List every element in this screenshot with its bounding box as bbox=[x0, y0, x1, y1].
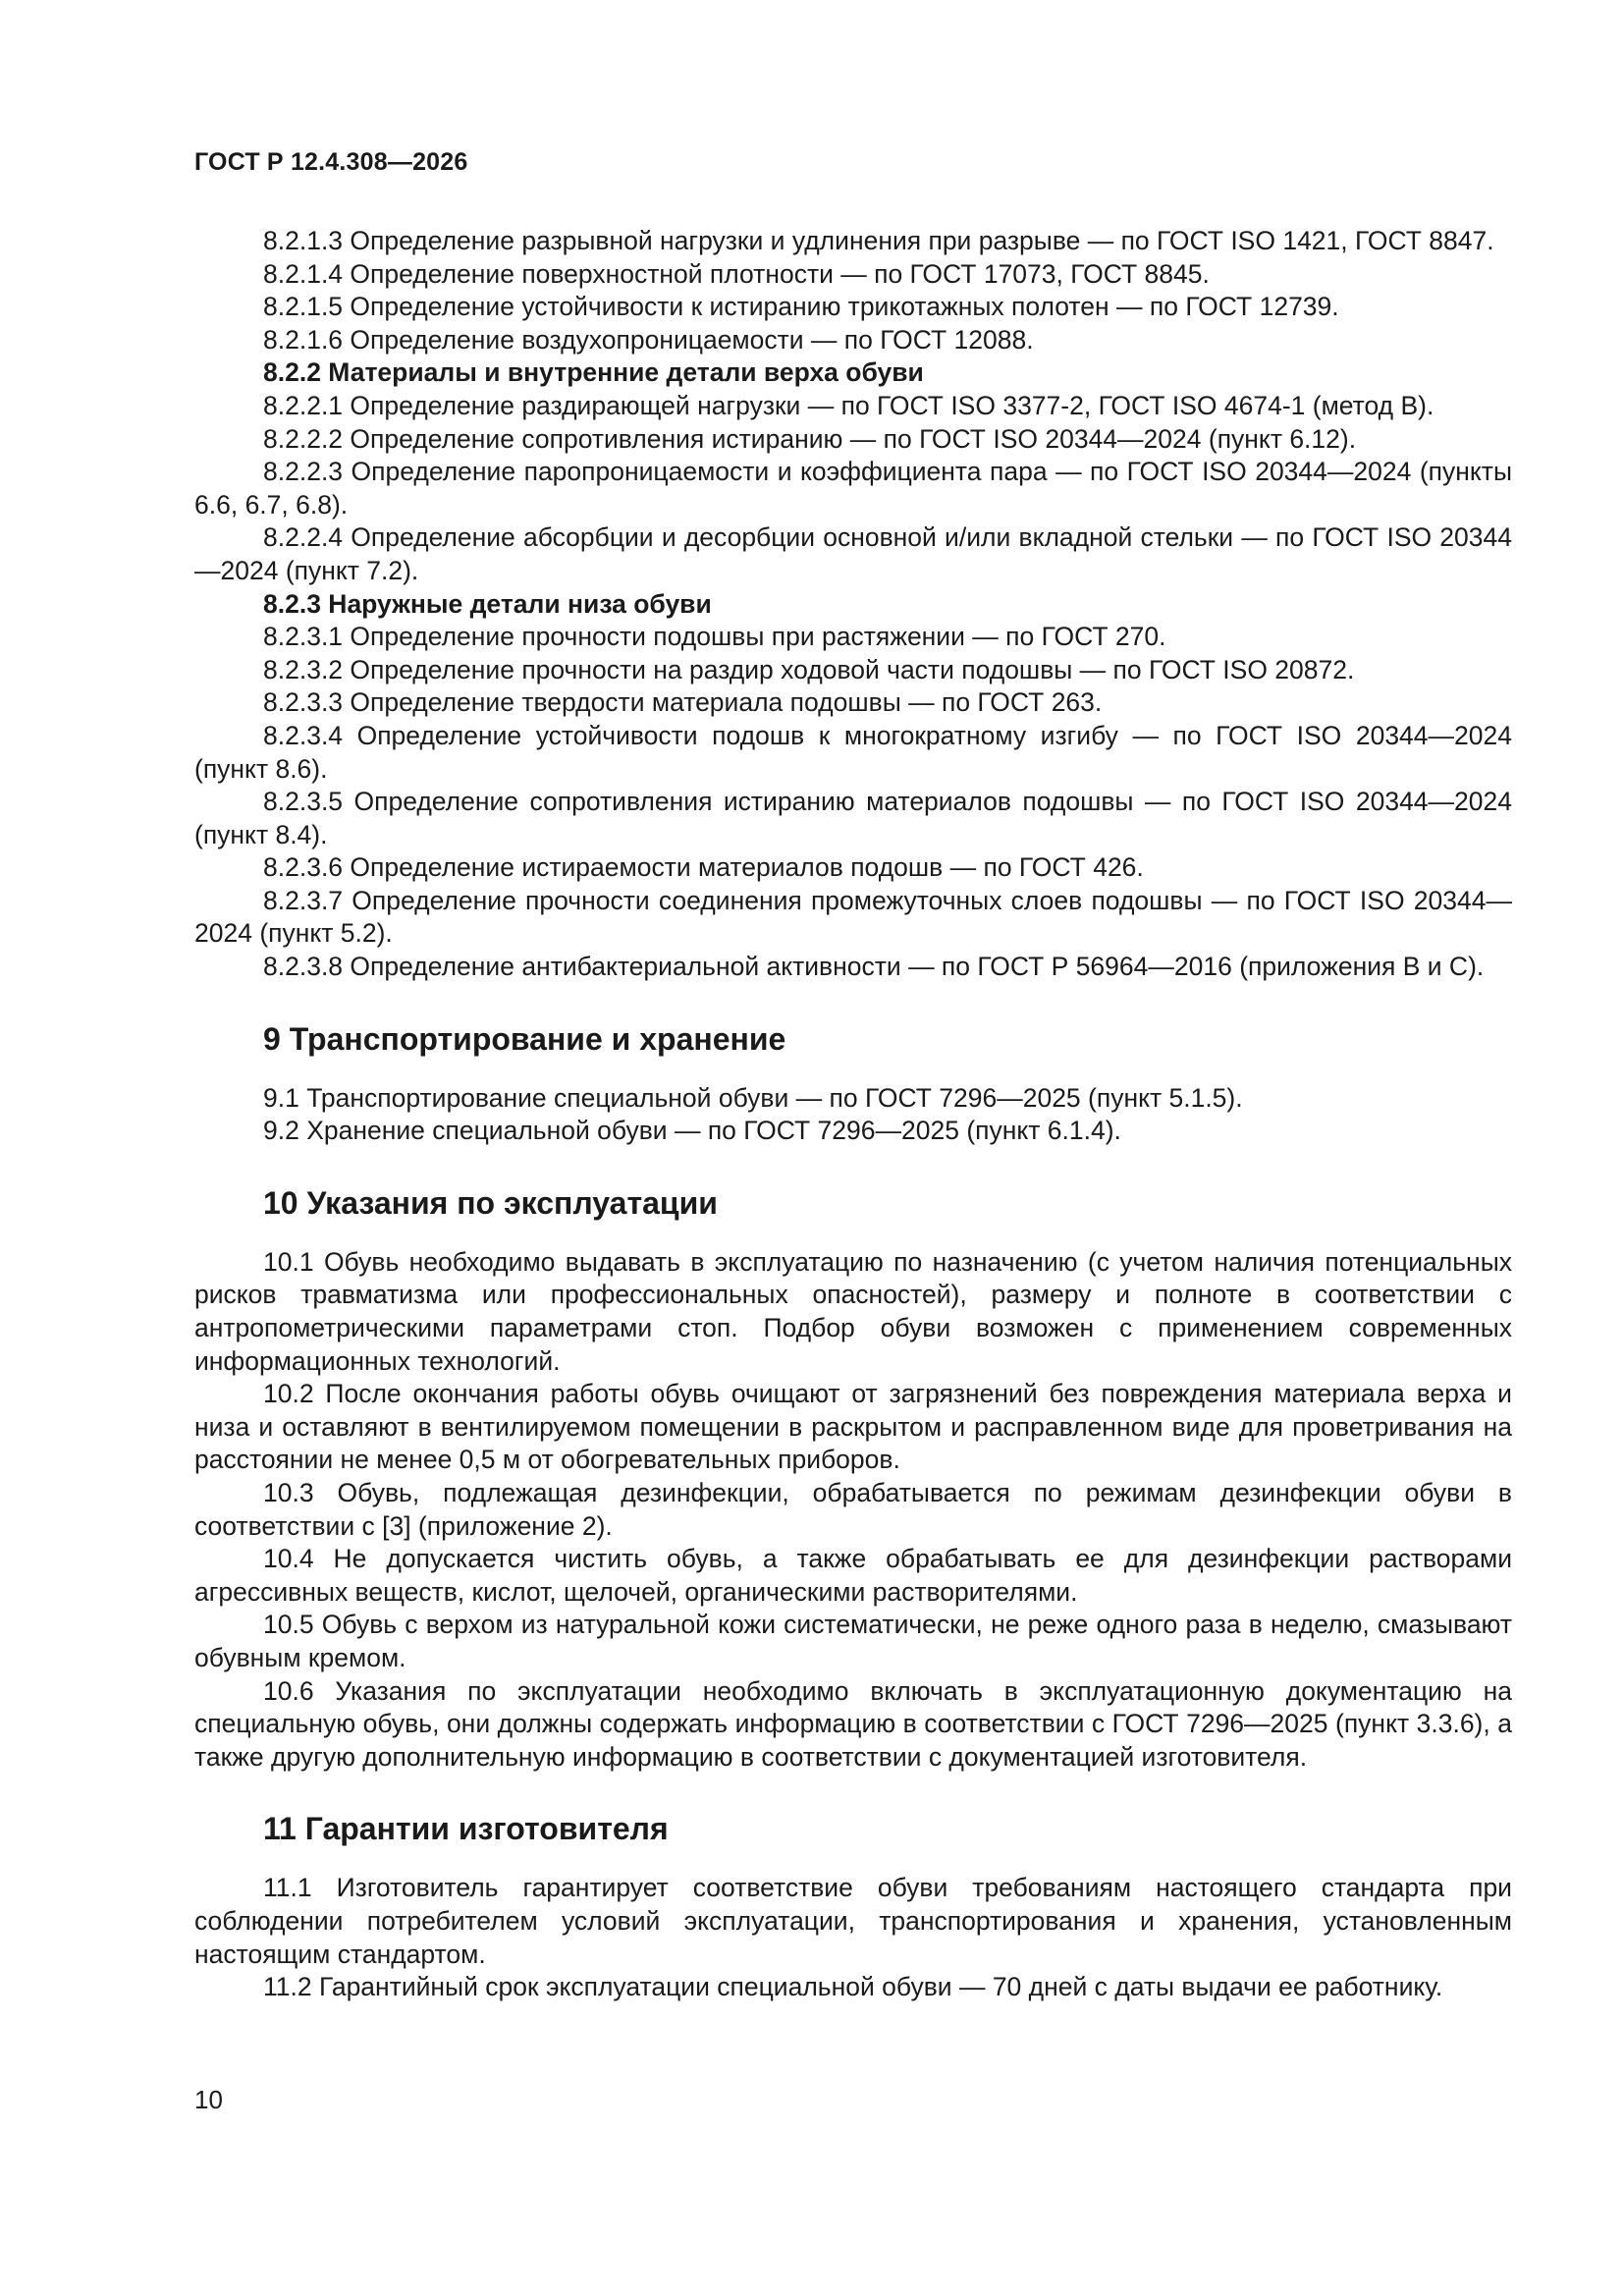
paragraph: 8.2.3.4 Определение устойчивости подошв к многократному изгибу — по ГОСТ ISO 20344—2024 (пункт 8.6). bbox=[194, 720, 1512, 784]
paragraph: 9.2 Хранение специальной обуви — по ГОСТ 7296—2025 (пункт 6.1.4). bbox=[263, 1116, 1121, 1146]
paragraph: 8.2.2.3 Определение паропроницаемости и коэффициента пара — по ГОСТ ISO 20344—2024 (пункты 6.6, 6.7, 6.8). bbox=[194, 457, 1512, 519]
section-heading: 10 Указания по эксплуатации bbox=[263, 1184, 718, 1221]
paragraph: 8.2.3.1 Определение прочности подошвы при растяжении — по ГОСТ 270. bbox=[263, 622, 1166, 652]
paragraph: 8.2.2.2 Определение сопротивления истиранию — по ГОСТ ISO 20344—2024 (пункт 6.12). bbox=[263, 423, 1357, 454]
paragraph: 8.2.3.3 Определение твердости материала подошвы — по ГОСТ 263. bbox=[263, 687, 1103, 718]
paragraph: 8.2.3.6 Определение истираемости материалов подошв — по ГОСТ 426. bbox=[263, 852, 1144, 883]
paragraph: 10.5 Обувь с верхом из натуральной кожи систематически, не реже одного раза в неделю, смазывают обувным кремом. bbox=[194, 1610, 1512, 1672]
paragraph: 10.3 Обувь, подлежащая дезинфекции, обрабатывается по режимам дезинфекции обуви в соответствии с [3] (приложение 2). bbox=[194, 1478, 1512, 1541]
paragraph: 8.2.3.5 Определение сопротивления истиранию материалов подошвы — по ГОСТ ISO 20344—2024 (пункт 8.4). bbox=[194, 787, 1512, 849]
spacer bbox=[194, 984, 1512, 1019]
subsection-heading: 8.2.2 Материалы и внутренние детали верха обуви bbox=[263, 357, 924, 388]
paragraph: 10.1 Обувь необходимо выдавать в эксплуатацию по назначению (с учетом наличия потенциальных рисков травматизма или профессиональных опасностей), размеру и полноте в соответствии с антропометрическими параметрами стоп. Подбор обуви возможен с применением современных информационных технологий. bbox=[194, 1246, 1512, 1376]
subsection-heading: 8.2.3 Наружные детали низа обуви bbox=[263, 588, 712, 619]
paragraph: 10.6 Указания по эксплуатации необходимо включать в эксплуатационную документацию на специальную обувь, они должны содержать информацию в соответствии с ГОСТ 7296—2025 (пункт 3.3.6), а также другую дополнительную информацию в соответствии с документацией изготовителя. bbox=[194, 1675, 1512, 1772]
document-header: ГОСТ Р 12.4.308—2026 bbox=[194, 148, 468, 176]
page-number: 10 bbox=[194, 2085, 223, 2114]
section-heading: 9 Транспортирование и хранение bbox=[263, 1020, 786, 1057]
paragraph: 10.4 Не допускается чистить обувь, а также обрабатывать ее для дезинфекции растворами агрессивных веществ, кислот, щелочей, органическими растворителями. bbox=[194, 1544, 1512, 1607]
spacer bbox=[194, 1148, 1512, 1183]
paragraph: 11.1 Изготовитель гарантирует соответствие обуви требованиям настоящего стандарта при соблюдении потребителем условий эксплуатации, транспортирования и хранения, установленным настоящим стандартом. bbox=[194, 1873, 1512, 1969]
spacer bbox=[194, 1059, 1512, 1082]
paragraph: 8.2.1.5 Определение устойчивости к истиранию трикотажных полотен — по ГОСТ 12739. bbox=[263, 292, 1339, 322]
spacer bbox=[194, 1774, 1512, 1809]
paragraph: 9.1 Транспортирование специальной обуви — по ГОСТ 7296—2025 (пункт 5.1.5). bbox=[263, 1082, 1243, 1113]
paragraph: 8.2.1.3 Определение разрывной нагрузки и удлинения при разрыве — по ГОСТ ISO 1421, ГОСТ 8847. bbox=[263, 226, 1494, 255]
paragraph: 8.2.2.1 Определение раздирающей нагрузки — по ГОСТ ISO 3377-2, ГОСТ ISO 4674-1 (метод В). bbox=[263, 390, 1434, 420]
spacer bbox=[194, 1223, 1512, 1246]
paragraph: 8.2.3.8 Определение антибактериальной активности — по ГОСТ Р 56964—2016 (приложения В и С). bbox=[263, 952, 1485, 982]
paragraph: 8.2.3.2 Определение прочности на раздир ходовой части подошвы — по ГОСТ ISO 20872. bbox=[263, 654, 1355, 684]
paragraph: 11.2 Гарантийный срок эксплуатации специальной обуви — 70 дней с даты выдачи ее работнику. bbox=[263, 1972, 1443, 2002]
paragraph: 10.2 После окончания работы обувь очищают от загрязнений без повреждения материала верха и низа и оставляют в вентилируемом помещении в раскрытом и расправленном виде для проветривания на расстоянии не менее 0,5 м от обогревательных приборов. bbox=[194, 1379, 1512, 1475]
section-heading: 11 Гарантии изготовителя bbox=[263, 1811, 669, 1847]
paragraph: 8.2.2.4 Определение абсорбции и десорбции основной и/или вкладной стельки — по ГОСТ ISO 20344—2024 (пункт 7.2). bbox=[194, 522, 1512, 585]
paragraph: 8.2.1.6 Определение воздухопроницаемости — по ГОСТ 12088. bbox=[263, 324, 1034, 355]
document-body bbox=[194, 225, 1512, 2004]
paragraph: 8.2.3.7 Определение прочности соединения промежуточных слоев подошвы — по ГОСТ ISO 20344—2024 (пункт 5.2). bbox=[194, 885, 1512, 949]
paragraph: 8.2.1.4 Определение поверхностной плотности — по ГОСТ 17073, ГОСТ 8845. bbox=[263, 258, 1210, 289]
spacer bbox=[194, 1848, 1512, 1872]
